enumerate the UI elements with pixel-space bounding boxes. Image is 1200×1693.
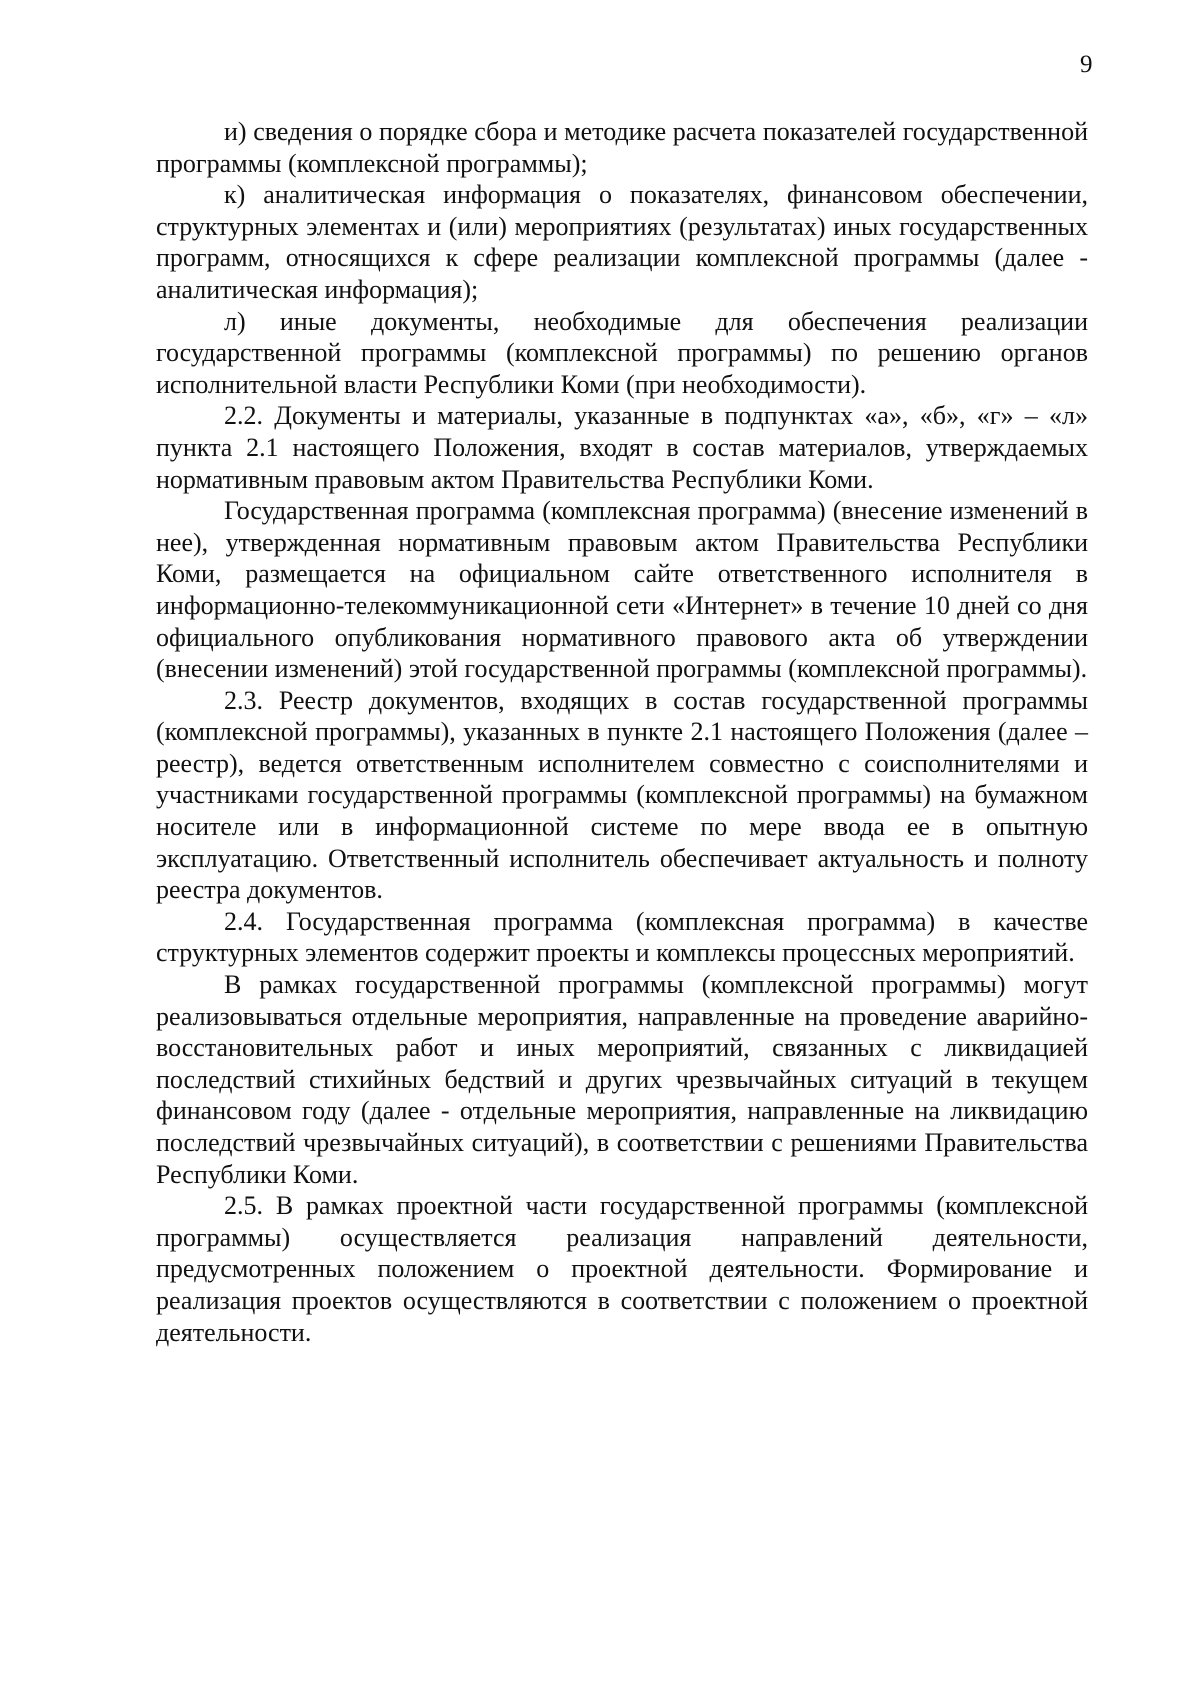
document-body (156, 116, 1088, 1348)
paragraph-separate-measures: В рамках государственной программы (комплексной программы) могут реализовываться отдельные мероприятия, направленные на проведение аварийно-восстановительных работ и иных мероприятий, связанных с ликвидацией последствий стихийных бедствий и других чрезвычайных ситуаций в текущем финансовом году (далее - отдельные мероприятия, направленные на ликвидацию последствий чрезвычайных ситуаций), в соответствии с решениями Правительства Республики Коми. (156, 970, 1088, 1189)
paragraph-program-publication: Государственная программа (комплексная программа) (внесение изменений в нее), утвержденная нормативным правовым актом Правительства Республики Коми, размещается на официальном сайте ответственного исполнителя в информационно-телекоммуникационной сети «Интернет» в течение 10 дней со дня официального опубликования нормативного правового акта об утверждении (внесении изменений) этой государственной программы (комплексной программы). (156, 496, 1088, 684)
paragraph-item-i: и) сведения о порядке сбора и методике расчета показателей государственной программы (комплексной программы); (156, 117, 1088, 178)
paragraph-2-2: 2.2. Документы и материалы, указанные в подпунктах «а», «б», «г» – «л» пункта 2.1 настоящего Положения, входят в состав материалов, утверждаемых нормативным правовым актом Правительства Республики Коми. (156, 401, 1088, 494)
paragraph-2-3: 2.3. Реестр документов, входящих в состав государственной программы (комплексной программы), указанных в пункте 2.1 настоящего Положения (далее – реестр), ведется ответственным исполнителем совместно с соисполнителями и участниками государственной программы (комплексной программы) на бумажном носителе или в информационной системе по мере ввода ее в опытную эксплуатацию. Ответственный исполнитель обеспечивает актуальность и полноту реестра документов. (156, 685, 1088, 905)
page-number: 9 (1080, 51, 1093, 78)
paragraph-item-l: л) иные документы, необходимые для обеспечения реализации государственной программы (комплексной программы) по решению органов исполнительной власти Республики Коми (при необходимости). (156, 306, 1088, 399)
paragraph-item-k: к) аналитическая информация о показателях, финансовом обеспечении, структурных элементах и (или) мероприятиях (результатах) иных государственных программ, относящихся к сфере реализации комплексной программы (далее - аналитическая информация); (156, 180, 1088, 304)
paragraph-2-4: 2.4. Государственная программа (комплексная программа) в качестве структурных элементов содержит проекты и комплексы процессных мероприятий. (156, 906, 1088, 968)
paragraph-2-5: 2.5. В рамках проектной части государственной программы (комплексной программы) осуществляется реализация направлений деятельности, предусмотренных положением о проектной деятельности. Формирование и реализация проектов осуществляются в соответствии с положением о проектной деятельности. (156, 1191, 1088, 1347)
